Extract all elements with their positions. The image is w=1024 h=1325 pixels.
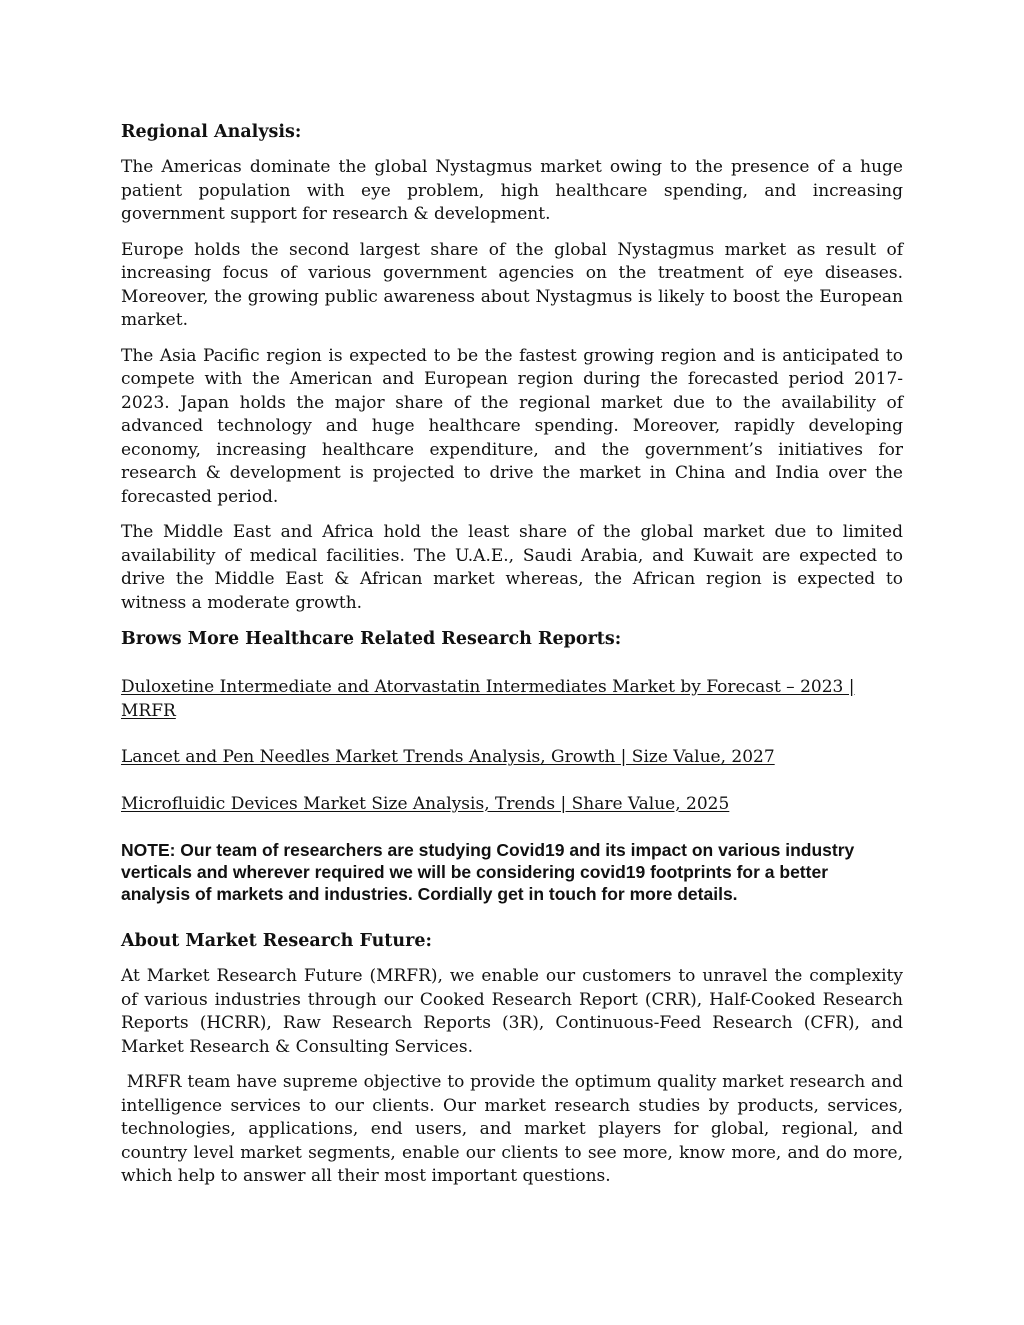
regional-paragraph-middle-east-africa: The Middle East and Africa hold the least share of the global market due to limited availability of medical facilities. The U.A.E., Saudi Arabia, and Kuwait are expected to drive the Middle East & African market whereas, the African region is expected to witness a moderate growth. [121, 522, 903, 613]
browse-reports-heading: Brows More Healthcare Related Research Reports: [121, 629, 622, 649]
regional-analysis-heading: Regional Analysis: [121, 122, 302, 142]
about-paragraph-intro: At Market Research Future (MRFR), we enable our customers to unravel the complexity of various industries through our Cooked Research Report (CRR), Half-Cooked Research Reports (HCRR), Raw Research Reports (3R), Continuous-Feed Research (CFR), and Market Research & Consulting Services. [121, 966, 903, 1057]
about-mrfr-heading: About Market Research Future: [121, 931, 432, 951]
regional-paragraph-europe: Europe holds the second largest share of the global Nystagmus market as result of increasing focus of various government agencies on the treatment of eye diseases. Moreover, the growing public awareness about Nystagmus is likely to boost the European market. [121, 239, 903, 330]
report-links-list [121, 676, 856, 816]
report-link-microfluidic-devices[interactable]: Microfluidic Devices Market Size Analysis, Trends | Share Value, 2025 [121, 793, 730, 814]
regional-paragraph-americas: The Americas dominate the global Nystagmus market owing to the presence of a huge patient population with eye problem, high healthcare spending, and increasing government support for research & development. [121, 157, 903, 224]
about-paragraph-objective: MRFR team have supreme objective to provide the optimum quality market research and intelligence services to our clients. Our market research studies by products, services, technologies, applications, end users, and market players for global, regional, and country level market segments, enable our clients to see more, know more, and do more, which help to answer all their most important questions. [121, 1072, 909, 1186]
report-link-duloxetine[interactable]: Duloxetine Intermediate and Atorvastatin Intermediates Market by Forecast – 2023 | MRFR [121, 677, 855, 721]
report-link-lancet-pen-needles[interactable]: Lancet and Pen Needles Market Trends Analysis, Growth | Size Value, 2027 [121, 747, 775, 767]
document-page [121, 120, 909, 1189]
regional-paragraph-asia-pacific: The Asia Pacific region is expected to be the fastest growing region and is anticipated to compete with the American and European region during the forecasted period 2017-2023. Japan holds the major share of the regional market due to the availability of advanced technology and huge healthcare spending. Moreover, rapidly developing economy, increasing healthcare expenditure, and the government’s initiatives for research & development is projected to drive the market in China and India over the forecasted period. [121, 345, 903, 507]
covid-note: NOTE: Our team of researchers are studying Covid19 and its impact on various industry verticals and wherever required we will be considering covid19 footprints for a better analysis of markets and industries. Cordially get in touch for more details. [121, 840, 855, 904]
